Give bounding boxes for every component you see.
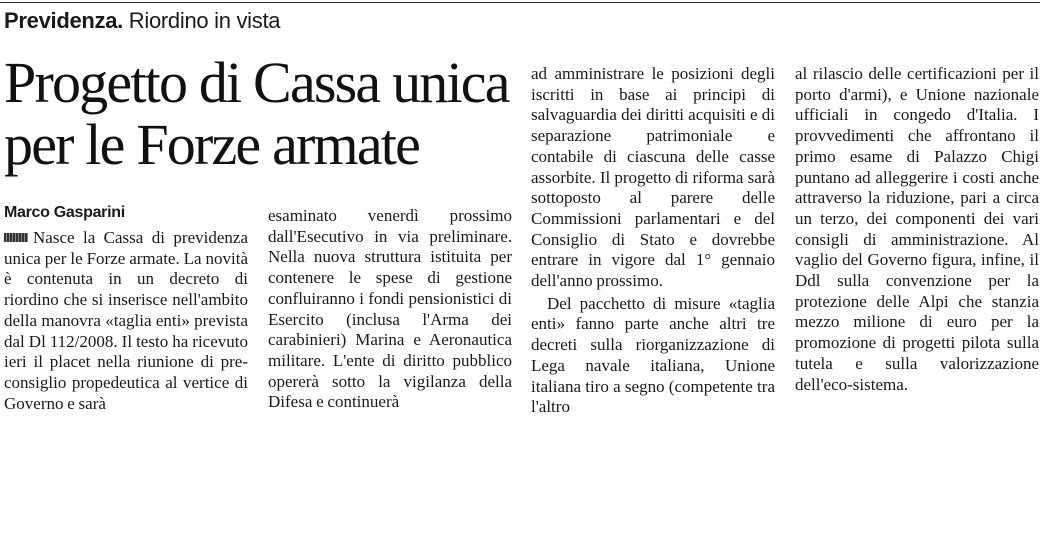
- column-3-paragraph-1: ad amministrare le posizioni degli iscritti in base ai principi di salvaguardia dei diritti acquisiti e di separazione patrimoniale e contabile di ciascuna delle casse assorbite. Il progetto di riforma sarà sottoposto al parere delle Commissioni parlamentari e del Consiglio di Stato e dovrebbe entrare in vigore dal 1° gennaio dell'anno prossimo.: [531, 64, 775, 291]
- column-1-paragraph: [4, 228, 248, 414]
- column-3-paragraph-2: Del pacchetto di misure «taglia enti» fanno parte anche altri tre decreti sulla riorganizzazione di Lega navale italiana, Unione italiana tiro a segno (competente tra l'altro: [531, 293, 775, 417]
- kicker-section: Previdenza.: [4, 8, 123, 33]
- kicker-subtitle: Riordino in vista: [128, 8, 281, 33]
- article-headline: Progetto di Cassa unica per le Forze armate: [4, 50, 509, 177]
- article-column-1: [4, 228, 248, 414]
- article-column-4: [795, 64, 1039, 395]
- article-column-2: [268, 206, 512, 413]
- column-2-text: esaminato venerdì prossimo dall'Esecutivo in via preliminare. Nella nuova struttura istituita per contenere le spese di gestione confluiranno i fondi pensionistici di Esercito (inclusa l'Arma dei carabinieri) Marina e Aeronautica militare. L'ente di diritto pubblico opererà sotto la vigilanza della Difesa e continuerà: [268, 206, 512, 412]
- paragraph-marker-icon: [4, 233, 28, 242]
- article-column-3: [531, 64, 775, 418]
- column-1-text: Nasce la Cassa di previdenza unica per le Forze armate. La novità è contenuta in un decreto di riordino che si inserisce nell'ambito della manovra «taglia enti» prevista dal Dl 112/2008. Il testo ha ricevuto ieri il placet nella riunione di pre-consiglio propedeutica al vertice di Governo e sarà: [4, 228, 248, 413]
- column-4-text: al rilascio delle certificazioni per il porto d'armi), e Unione nazionale ufficiali in congedo d'Italia. I provvedimenti che affrontano il primo esame di Palazzo Chigi puntano ad alleggerire i costi anche attraverso la riduzione, pari a circa un terzo, dei componenti dei vari consigli di amministrazione. Al vaglio del Governo figura, infine, il Ddl sulla convenzione per la protezione delle Alpi che stanzia mezzo milione di euro per la promozione di progetti pilota sulla tutela e sulla valorizzazione dell'eco-sistema.: [795, 64, 1039, 394]
- top-rule: [0, 2, 1040, 3]
- author-byline: Marco Gasparini: [4, 204, 125, 221]
- section-kicker: [4, 8, 280, 34]
